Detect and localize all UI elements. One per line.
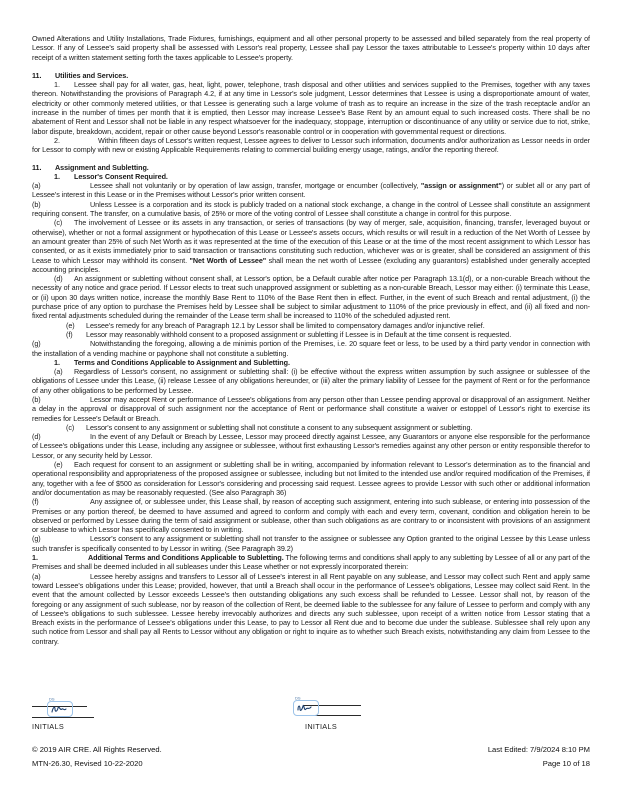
paragraph-label: (f) <box>66 329 73 339</box>
terms-d: (d) In the event of any Default or Breach by Lessee, Lessor may proceed directly against Lessee, any Guarantors or anyone else responsible for the performance of Lessee's obligations under this Lease, including any assignee or sublessee, without first exhausting Lessor's remedies against any other person or entity responsible therefor to Lessor, or any security held by Lessor. <box>32 432 590 460</box>
utilities-2: 2. Within fifteen days of Lessor's written request, Lessee agrees to deliver to Lessor such information, documents and/or authorization as Lessor needs in order for Lessor to comply with new or existing Applicable Requirements relating to commercial building energy usage, ratings, and/or the reporting thereof. <box>32 135 590 155</box>
form-id-text: MTN-26.30, Revised 10-22-2020 <box>32 759 143 768</box>
additional-terms-head: 1. Additional Terms and Conditions Applicable to Subletting. The following terms and conditions shall apply to any subletting by Lessee of all or any part of the Premises and shall be deemed included in all subleases under this Lease whether or not expressly incorporated therein: <box>32 553 590 572</box>
terms-f: (f) Any assignee of, or sublessee under, this Lease shall, by reason of accepting such assignment, entering into such sublease, or entering into possession of the Premises or any portion thereof, be deemed to have assumed and agreed to conform and comply with each and every term, covenant, condition and obligation herein to be observed or performed by Lessee during the term of said assignment or sublease, other than such obligations as are contrary to or inconsistent with provisions of an assignment or sublease to which Lessor has specifically consented to in writing. <box>32 497 590 535</box>
ds-icon: DS <box>295 696 301 701</box>
heading-utilities: 11. Utilities and Services. <box>32 70 129 80</box>
paragraph-label: 11. <box>32 70 42 80</box>
paragraph-label: (d) <box>32 432 41 442</box>
consent-f: (f) Lessor may reasonably withhold consent to a proposed assignment or subletting if Lessee is in Default at the time consent is requested. <box>66 329 512 339</box>
paragraph-label: (a) <box>54 367 63 377</box>
paragraph-label: 1. <box>32 553 38 563</box>
handwritten-initials-icon <box>294 701 318 715</box>
last-edited-text: Last Edited: 7/9/2024 8:10 PM <box>487 745 590 754</box>
heading-assignment: 11. Assignment and Subletting. <box>32 162 149 172</box>
document-body <box>32 34 590 646</box>
paragraph-label: (f) <box>32 497 39 507</box>
footer-right <box>488 743 590 771</box>
paragraph-label: 2. <box>54 135 60 145</box>
paragraph-label: 1. <box>54 171 60 181</box>
consent-g: (g) Notwithstanding the foregoing, allowing a de minimis portion of the Premises, i.e. 20 square feet or less, to be used by a third party vendor in connection with the installation of a vending machine or payphone shall not constitute a subletting. <box>32 339 590 358</box>
copyright-text: © 2019 AIR CRE. All Rights Reserved. <box>32 745 162 754</box>
terms-conditions-head: 1. Terms and Conditions Applicable to Assignment and Subletting. <box>54 357 290 367</box>
continuation-owned-alterations: Owned Alterations and Utility Installations, Trade Fixtures, furnishings, equipment and all other personal property to be assessed and billed separately from the real property of Lessor. If any of Lessee's said property shall be assessed with Lessor's real property, Lessee shall pay Lessor the taxes attributable to Lessee's property within 10 days after receipt of a written statement setting forth the taxes applicable to Lessee's property. <box>32 34 590 62</box>
paragraph-label: (e) <box>54 460 63 470</box>
page-number-text: Page 10 of 18 <box>542 759 590 768</box>
docusign-initials-stamp[interactable] <box>47 697 73 717</box>
initials-row <box>32 696 590 734</box>
consent-d: (d) An assignment or subletting without consent shall, at Lessor's option, be a Default curable after notice per Paragraph 13.1(d), or a non-curable Breach without the necessity of any notice and grace period. If Lessor elects to treat such unapproved assignment or subletting as a non-curable Breach, Lessor may either: (i) terminate this Lease, or (ii) upon 30 days written notice, increase the monthly Base Rent to 110% of the Base Rent then in effect. Further, in the event of such Breach and rental adjustment, (i) the purchase price of any option to purchase the Premises held by Lessee shall be subject to similar adjustment to 110% of the price previously in effect, and (ii) all fixed and non-fixed rental adjustments scheduled during the remainder of the Lease term shall be increased to 110% of the scheduled adjusted rent. <box>32 274 590 321</box>
initials-block-lessor <box>293 696 363 734</box>
utilities-1: 1. Lessee shall pay for all water, gas, heat, light, power, telephone, trash disposal and other utilities and services supplied to the Premises, together with any taxes thereon. Notwithstanding the provisions of Paragraph 4.2, if at any time in Lessor's sole judgment, Lessor determines that Lessee is using a disproportionate amount of water, electricity or other commonly metered utilities, or that Lessee is generating such a large volume of trash as to require an increase in the size of the trash receptacle and/or an increase in the number of times per month that it is emptied, then Lessor may increase Lessee's Base Rent by an amount equal to such increased costs. There shall be no abatement of Rent and Lessor shall not be liable in any respect whatsoever for the inadequacy, stoppage, interruption or discontinuance of any utility or service due to riot, strike, labor dispute, breakdown, accident, repair or other cause beyond Lessor's reasonable control or in cooperation with governmental request or directions. <box>32 80 590 136</box>
consent-c: (c) The involvement of Lessee or its assets in any transaction, or series of transactions (by way of merger, sale, acquisition, financing, transfer, leveraged buyout or otherwise), whether or not a formal assignment or hypothecation of this Lease or Lessee's assets occurs, which results or will result in a reduction of the Net Worth of Lessee by an amount greater than 25% of such Net Worth as it was represented at the time of the execution of this Lease or at the time of the most recent assignment to which Lessor has consented, or as it exists immediately prior to said transaction or transactions constituting such reduction, whichever was or is greater, shall be considered an assignment of this Lease to which Lessor may withhold its consent. "Net Worth of Lessee" shall mean the net worth of Lessee (excluding any guarantors) established under generally accepted accounting principles. <box>32 218 590 274</box>
paragraph-label: (b) <box>32 394 41 404</box>
terms-a: (a) Regardless of Lessor's consent, no assignment or subletting shall: (i) be effective without the express written assumption by such assignee or sublessee of the obligations of Lessee under this Lease, (ii) release Lessee of any obligations hereunder, or (iii) alter the primary liability of Lessee for the payment of Rent or for the performance of any other obligations to be performed by Lessee. <box>32 367 590 395</box>
initials-label: INITIALS <box>32 722 65 731</box>
ds-icon: DS <box>49 697 55 702</box>
paragraph-label: (b) <box>32 199 41 209</box>
footer-left <box>32 743 162 771</box>
paragraph-label: (a) <box>32 571 41 581</box>
paragraph-label: (a) <box>32 181 41 191</box>
paragraph-label: (e) <box>66 320 75 330</box>
paragraph-label: (c) <box>66 422 75 432</box>
paragraph-label: 1. <box>54 80 60 90</box>
paragraph-label: 1. <box>54 357 60 367</box>
additional-a: (a) Lessee hereby assigns and transfers to Lessor all of Lessee's interest in all Rent payable on any sublease, and Lessor may collect such Rent and apply same toward Lessee's obligations under this Lease; provided, however, that until a Breach shall occur in the performance of Lessee's obligations, Lessee may collect said Rent. In the event that the amount collected by Lessor exceeds Lessee's then outstanding obligations any such excess shall be refunded to Lessee. Lessor shall not, by reason of the foregoing or any assignment of such sublease, nor by reason of the collection of Rent, be deemed liable to the sublessee for any failure of Lessee to perform and comply with any of Lessee's obligations to such sublessee. Lessee hereby irrevocably authorizes and directs any such sublessee, upon receipt of a written notice from Lessor stating that a Breach exists in the performance of Lessee's obligations under this Lease, to pay to Lessor all Rent due and to become due under the sublease. Sublessee shall rely upon any such notice from Lessor and shall pay all Rents to Lessor without any obligation or right to inquire as to whether such Breach exists, notwithstanding any claim from Lessee to the contrary. <box>32 571 590 646</box>
consent-e: (e) Lessee's remedy for any breach of Paragraph 12.1 by Lessor shall be limited to compensatory damages and/or injunctive relief. <box>66 320 485 330</box>
paragraph-label: (c) <box>54 218 63 228</box>
consent-b: (b) Unless Lessee is a corporation and its stock is publicly traded on a national stock exchange, a change in the control of Lessee shall constitute an assignment requiring consent. The transfer, on a cumulative basis, of 25% or more of the voting control of Lessee shall constitute a change in control for this purpose. <box>32 199 590 219</box>
consent-required-head: 1. Lessor's Consent Required. <box>54 171 168 181</box>
paragraph-label: (g) <box>32 339 41 349</box>
handwritten-initials-icon <box>48 702 72 716</box>
paragraph-label: (d) <box>54 274 63 284</box>
initials-block-lessee <box>32 697 102 734</box>
consent-a: (a) Lessee shall not voluntarily or by operation of law assign, transfer, mortgage or encumber (collectively, "assign or assignment") or sublet all or any part of Lessee's interest in this Lease or in the Premises without Lessor's prior written consent. <box>32 181 590 200</box>
terms-b: (b) Lessor may accept Rent or performance of Lessee's obligations from any person other than Lessee pending approval or disapproval of an assignment. Neither a delay in the approval or disapproval of such assignment nor the acceptance of Rent or performance shall constitute a waiver or estoppel of Lessor's right to exercise its remedies for Lessee's Default or Breach. <box>32 394 590 423</box>
docusign-initials-stamp[interactable] <box>293 696 319 716</box>
terms-g: (g) Lessor's consent to any assignment or subletting shall not transfer to the assignee or sublessee any Option granted to the original Lessee by this Lease unless such transfer is specifically consented to by Lessor in writing. (See Paragraph 39.2) <box>32 534 590 553</box>
paragraph-label: (g) <box>32 534 41 544</box>
initials-label: INITIALS <box>305 722 338 731</box>
page-footer <box>32 743 590 771</box>
paragraph-label: 11. <box>32 162 42 172</box>
terms-e: (e) Each request for consent to an assignment or subletting shall be in writing, accompanied by information relevant to Lessor's determination as to the financial and operational responsibility and appropriateness of the proposed assignee or sublessee, including but not limited to the intended use and/or required modification of the Premises, if any, together with a fee of $500 as consideration for Lessor's considering and processing said request. Lessee agrees to provide Lessor with such other or additional information and/or documentation as may be reasonably requested. (See also Paragraph 36) <box>32 460 590 497</box>
terms-c: (c) Lessor's consent to any assignment or subletting shall not constitute a consent to any subsequent assignment or subletting. <box>66 422 473 432</box>
